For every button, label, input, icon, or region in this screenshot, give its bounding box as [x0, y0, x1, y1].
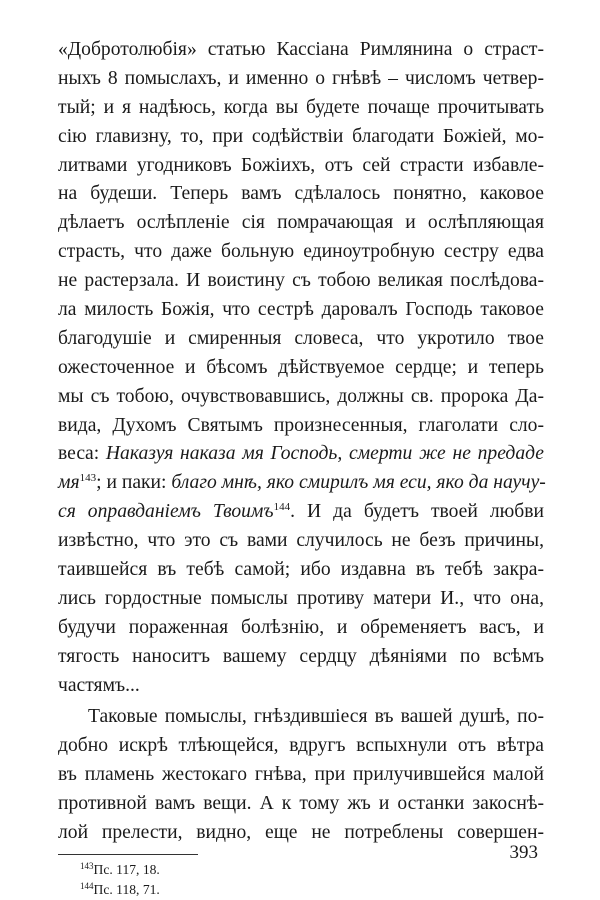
footnote-ref[interactable]: 144 — [273, 501, 291, 514]
scripture-quote: благо мнѣ, яко смирилъ мя еси, яко да научу- — [171, 472, 546, 494]
text-line: «Добротолюбія» статью Кассіана Римлянина о страст- — [58, 39, 544, 60]
text-line: извѣстно, что это съ вами случилось не безъ причины, — [58, 530, 544, 552]
text-line: таившейся въ тебѣ самой; ибо издавна въ тебѣ закра- — [58, 559, 544, 581]
footnote-ref[interactable]: 143 — [79, 472, 97, 485]
text-line: сію главизну, то, при содѣйствіи благодати Божіей, мо- — [58, 125, 544, 147]
text-line: будучи пораженная болѣзнію, и обременяетъ васъ, и — [58, 616, 544, 638]
page-body — [58, 36, 544, 900]
text-line: литвами угодниковъ Божіихъ, отъ сей страсти избавле- — [58, 154, 544, 176]
text-line: лой прелести, видно, еще не потреблены совершен- — [58, 822, 544, 844]
text-line-quote — [58, 440, 544, 469]
footnotes — [58, 860, 544, 900]
scripture-quote: мя — [58, 472, 80, 494]
text-line: добно искрѣ тлѣющейся, вдругъ вспыхнули отъ вѣтра — [58, 735, 544, 757]
paragraph-1 — [58, 36, 544, 700]
text-span: . И да будетъ твоей любви — [290, 501, 544, 523]
text-line: мы съ тобою, очувствовавшись, должны св. пророка Да- — [58, 385, 544, 407]
footnote-text: Пс. 118, 71. — [93, 881, 160, 897]
footnote-number: 144 — [80, 880, 94, 891]
text-line: ныхъ 8 помыслахъ, и именно о гнѣвѣ – числомъ четвер- — [58, 67, 544, 89]
text-line: Таковые помыслы, гнѣздившіеся въ вашей душѣ, по- — [88, 706, 544, 728]
text-line: дѣлаетъ ослѣпленіе сія помрачающая и ослѣпляющая — [58, 212, 544, 234]
text-line: страсть, что даже больную единоутробную сестру едва — [58, 241, 544, 263]
scripture-quote: Наказуя наказа мя Господь, смерти же не предаде — [105, 443, 544, 465]
footnote-item — [58, 880, 544, 900]
text-line-quote — [58, 498, 544, 527]
footnote-number: 143 — [80, 860, 94, 871]
text-line-quote — [58, 469, 544, 498]
page-number: 393 — [509, 842, 538, 863]
footnote-text: Пс. 117, 18. — [93, 861, 160, 877]
text-line: ла милость Божія, что сестрѣ даровалъ Господь таковое — [58, 299, 544, 321]
text-line: въ пламень жестокагo гнѣва, при прилучившейся малой — [58, 764, 544, 786]
text-line: на будеши. Теперь вамъ сдѣлалось понятно, каковое — [58, 183, 544, 205]
text-span: ; и паки: — [96, 472, 172, 494]
footnote-divider — [58, 854, 198, 855]
text-line: противной вамъ вещи. А к тому жъ и останки закоснѣ- — [58, 793, 544, 815]
text-line: вида, Духомъ Святымъ произнесенныя, глаголати сло- — [58, 414, 544, 436]
text-line: тягость наноситъ вашему сердцу дѣяніями по всѣмъ — [58, 645, 544, 667]
footnote-item — [58, 860, 544, 880]
paragraph-2 — [58, 703, 544, 847]
text-span: весa: — [58, 443, 106, 465]
scripture-quote: ся оправданіемъ Твоимъ — [58, 501, 274, 523]
text-line: благодушіе и смиренныя словеса, что укротило твое — [58, 327, 544, 349]
text-line: тый; и я надѣюсь, когда вы будете почаще прочитывать — [58, 96, 544, 118]
text-line: частямъ... — [58, 674, 140, 696]
text-line: лись гордостные помыслы противу матери И., что она, — [58, 587, 544, 609]
text-line: не растерзала. И воистину съ тобою великая послѣдова- — [58, 270, 544, 292]
text-line: ожесточенное и бѣсомъ дѣйствуемое сердце; и теперь — [58, 356, 544, 378]
